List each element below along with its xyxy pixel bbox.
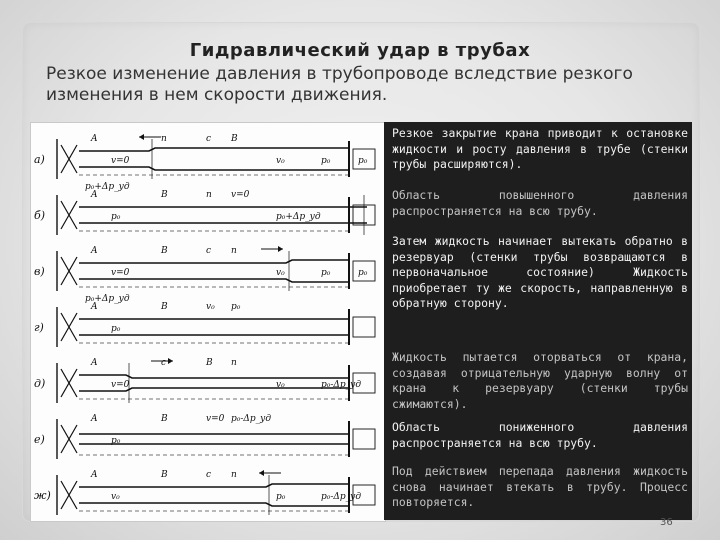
diagram-mark-6-6: p₀-Δp_уд [321, 492, 362, 502]
diagram-mark-2-5: v₀ [276, 268, 285, 278]
explanation-panel [384, 122, 692, 520]
pipe-wall-lower [79, 503, 349, 506]
diagram-mark-1-0: A [91, 190, 98, 200]
diagram-mark-0-7: p₀ [358, 156, 368, 166]
diagram-mark-4-0: A [91, 358, 98, 368]
pipe-wall-upper [79, 375, 349, 378]
wave-arrow-head [259, 470, 264, 476]
diagram-mark-0-6: p₀ [321, 156, 331, 166]
pipe-wall-upper [79, 148, 349, 151]
valve-box [353, 429, 375, 449]
diagram-mark-1-4: p₀ [111, 212, 121, 222]
row-label-5: е) [34, 433, 45, 446]
diagram-mark-2-8: p₀+Δp_уд [85, 294, 130, 304]
diagram-mark-4-2: B [206, 358, 213, 368]
pipe-wall-upper [79, 484, 349, 487]
diagram-mark-5-3: p₀-Δp_уд [231, 414, 272, 424]
pipe-wall-lower [79, 167, 349, 170]
paragraph-5: Область пониженного давления распространяется на всю трубу. [392, 420, 688, 450]
diagram-mark-6-5: p₀ [276, 492, 286, 502]
paragraph-1: Резкое закрытие крана приводит к остановке жидкости и росту давления в трубе (стенки трубы расширяются). [392, 126, 688, 172]
diagram-mark-1-3: v=0 [231, 190, 250, 200]
diagram-mark-5-1: B [161, 414, 168, 424]
row-label-3: г) [34, 321, 44, 334]
wave-arrow-head [278, 246, 283, 252]
diagram-mark-2-0: A [91, 246, 98, 256]
diagram-mark-0-8: p₀+Δp_уд [85, 182, 130, 192]
diagram-mark-2-4: v=0 [111, 268, 130, 278]
pipe-wall-upper [79, 260, 349, 263]
diagram-mark-4-1: c [161, 358, 167, 368]
valve-box [353, 317, 375, 337]
diagram-mark-6-3: n [231, 470, 237, 480]
diagram-mark-0-4: v=0 [111, 156, 130, 166]
diagram-mark-3-0: A [91, 302, 98, 312]
wave-arrow-head [168, 358, 173, 364]
paragraph-6: Под действием перепада давления жидкость снова начинает втекать в трубу. Процесс повторяется. [392, 464, 688, 510]
diagram-mark-0-5: v₀ [276, 156, 285, 166]
diagram-mark-6-4: v₀ [111, 492, 120, 502]
paragraph-4: Жидкость пытается оторваться от крана, создавая отрицательную ударную волну от крана к резервуару (стенки трубы сжимаются). [392, 350, 688, 411]
diagram-mark-5-0: A [91, 414, 98, 424]
diagram-mark-5-2: v=0 [206, 414, 225, 424]
diagram-mark-4-4: v=0 [111, 380, 130, 390]
diagram-mark-4-6: p₀-Δp_уд [321, 380, 362, 390]
slide-title: Гидравлический удар в трубах [189, 40, 531, 61]
diagram-svg [31, 123, 385, 521]
row-label-1: б) [34, 209, 46, 222]
diagram-mark-3-2: v₀ [206, 302, 215, 312]
paragraph-2: Область повышенного давления распространяется на всю трубу. [392, 188, 688, 218]
diagram-mark-6-1: B [161, 470, 168, 480]
row-label-4: д) [34, 377, 46, 390]
diagram-mark-6-0: A [91, 470, 98, 480]
diagram-mark-1-1: B [161, 190, 168, 200]
diagram-mark-4-3: n [231, 358, 237, 368]
diagram-mark-0-2: c [206, 134, 212, 144]
diagram-mark-3-4: p₀ [111, 324, 121, 334]
row-label-6: ж) [34, 489, 51, 502]
diagram-mark-2-3: n [231, 246, 237, 256]
page-number: 36 [660, 517, 673, 528]
diagram-mark-0-3: B [231, 134, 238, 144]
diagram-mark-3-1: B [161, 302, 168, 312]
diagram-mark-5-4: p₀ [111, 436, 121, 446]
diagram-mark-2-7: p₀ [358, 268, 368, 278]
paragraph-3: Затем жидкость начинает вытекать обратно в резервуар (стенки трубы возвращаются в первоначальное состояние) Жидкость приобретает ту же скорость, направленную в обратную сторону. [392, 234, 688, 311]
diagram-mark-1-5: p₀+Δp_уд [276, 212, 321, 222]
diagram-mark-0-1: n [161, 134, 167, 144]
water-hammer-diagram [30, 122, 386, 522]
row-label-0: а) [34, 153, 45, 166]
diagram-mark-6-2: c [206, 470, 212, 480]
diagram-mark-3-3: p₀ [231, 302, 241, 312]
slide-subtitle: Резкое изменение давления в трубопроводе вследствие резкого изменения в нем скорости движения. [46, 64, 633, 105]
diagram-mark-1-2: n [206, 190, 212, 200]
row-label-2: в) [34, 265, 45, 278]
diagram-mark-2-6: p₀ [321, 268, 331, 278]
pipe-wall-lower [79, 279, 349, 282]
diagram-mark-4-5: v₀ [276, 380, 285, 390]
diagram-mark-2-1: B [161, 246, 168, 256]
wave-arrow-head [139, 134, 144, 140]
diagram-mark-2-2: c [206, 246, 212, 256]
diagram-mark-0-0: A [91, 134, 98, 144]
